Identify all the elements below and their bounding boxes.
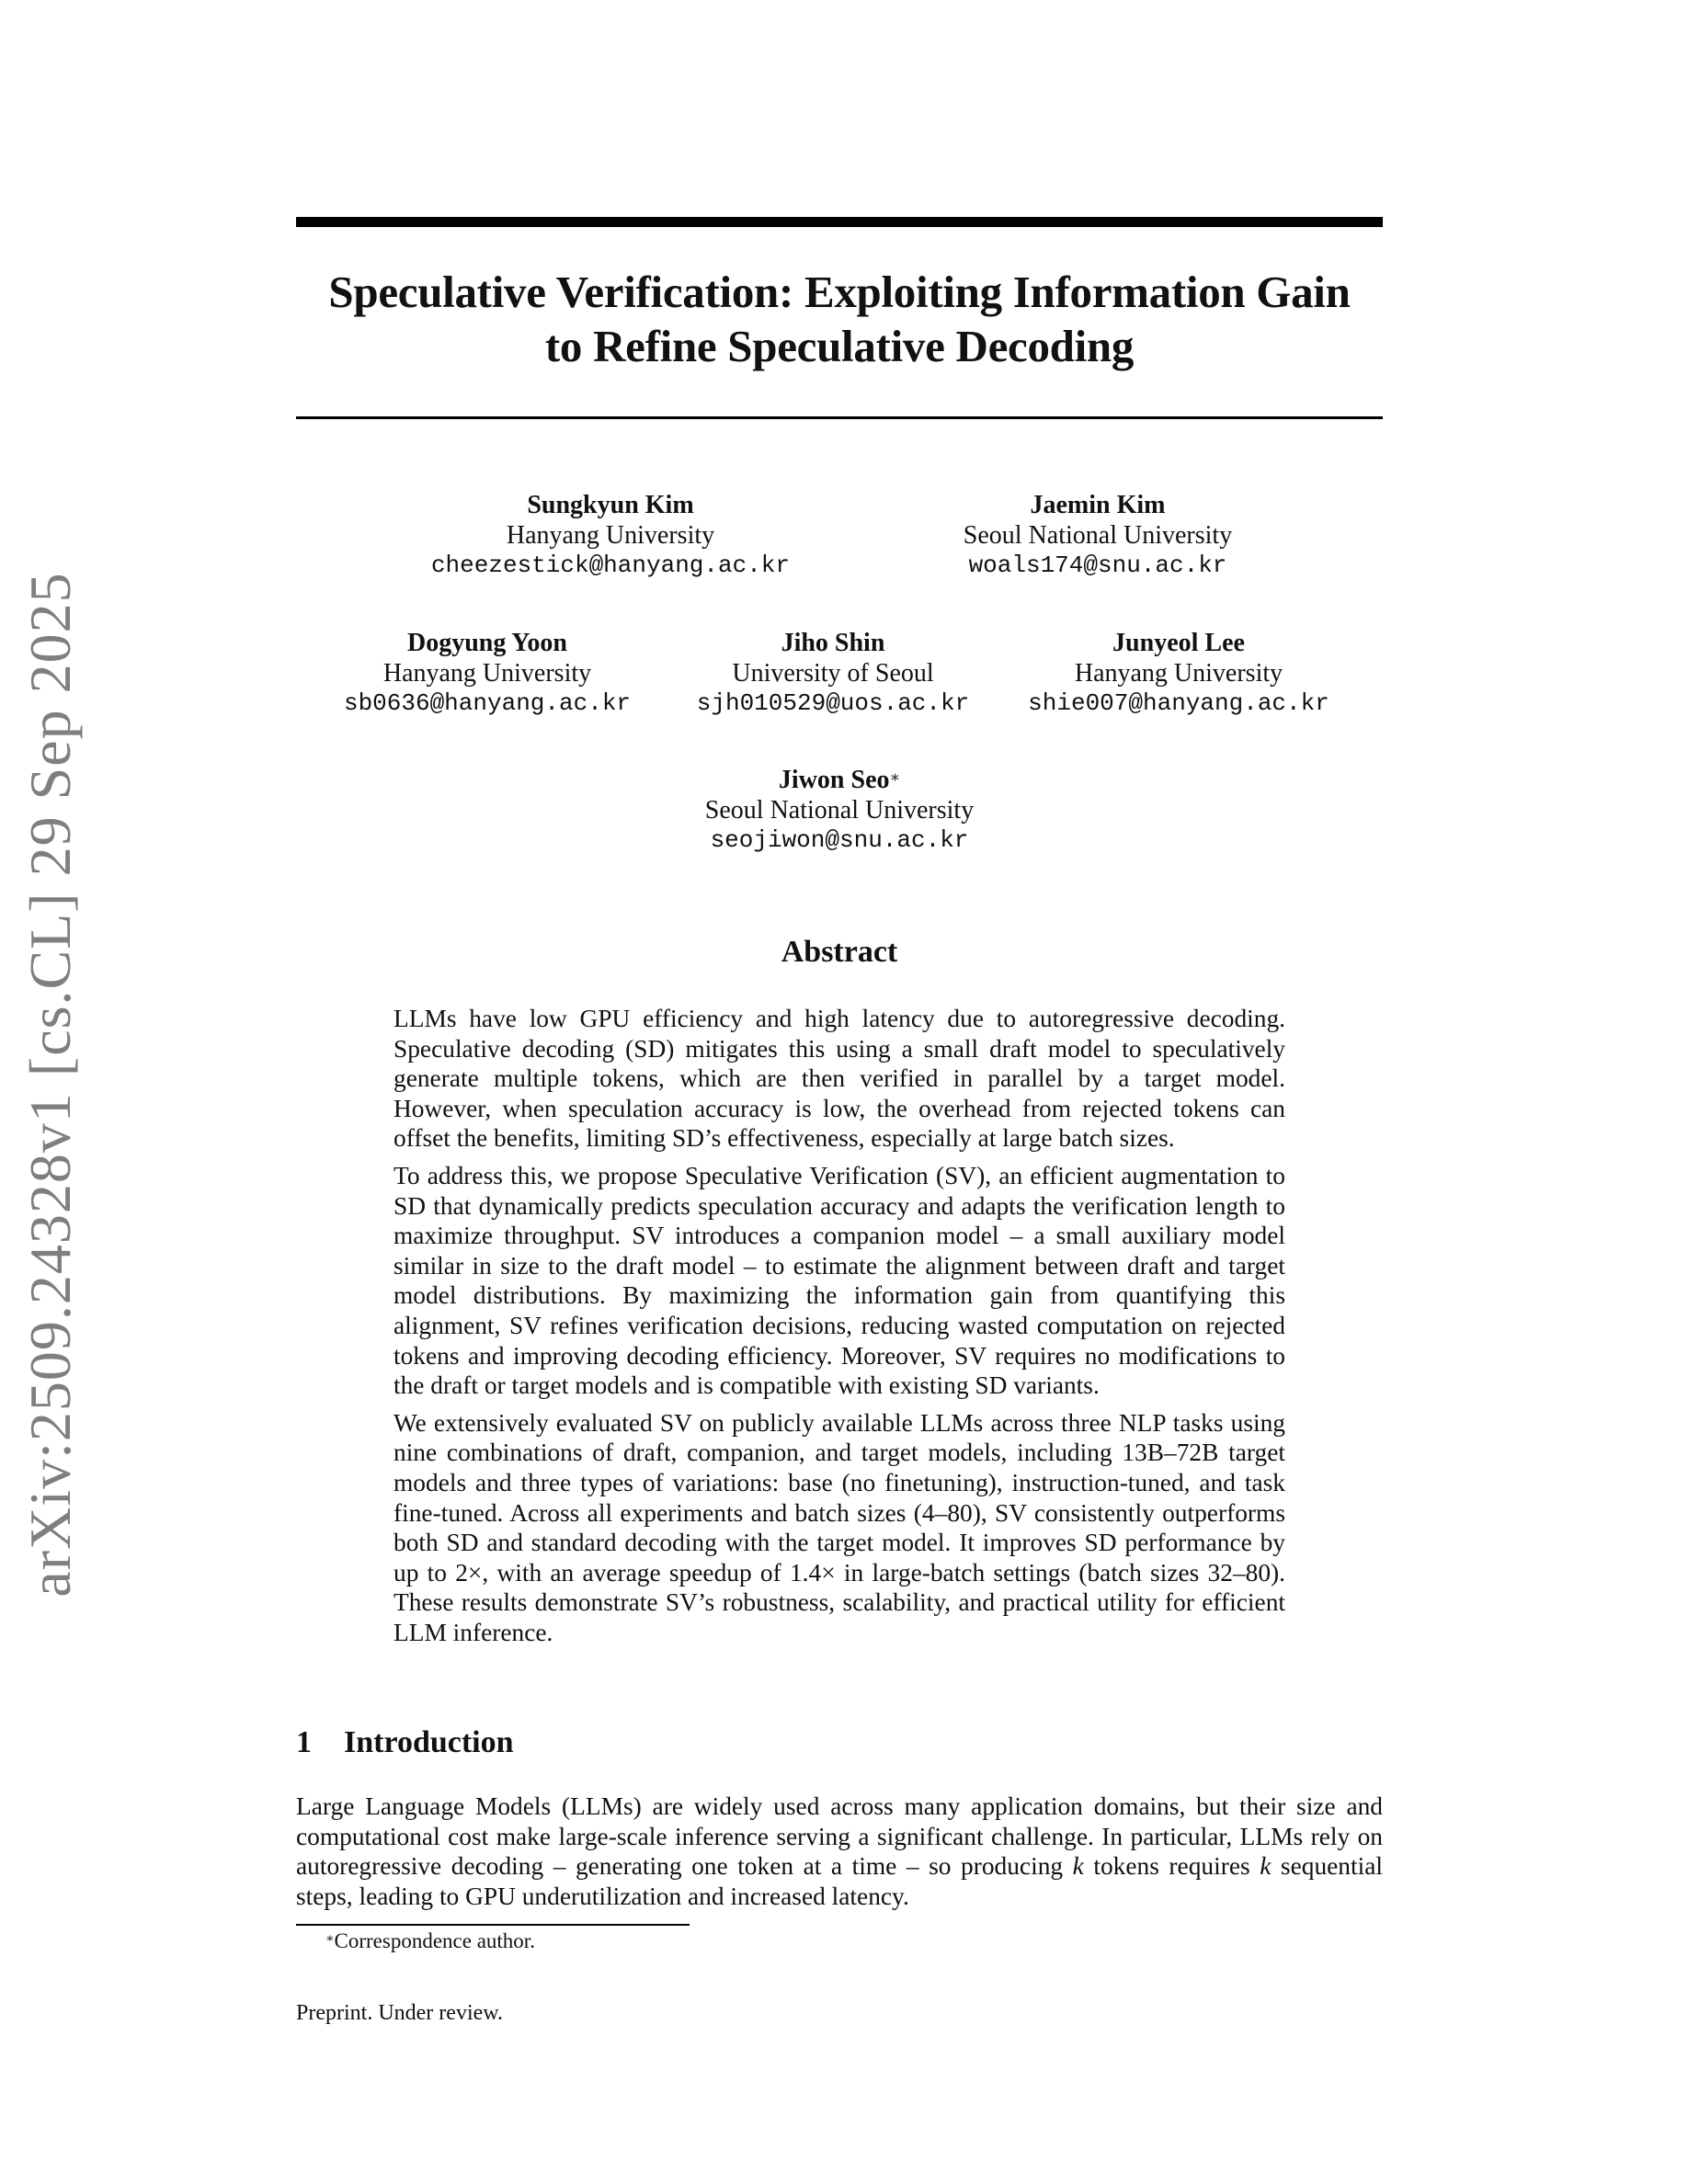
- author-email[interactable]: cheezestick@hanyang.ac.kr: [430, 552, 791, 579]
- math-variable-k: k: [1260, 1852, 1272, 1881]
- footnote-mark: ∗: [325, 1932, 335, 1946]
- author-block: [427, 490, 794, 581]
- title-line-1: Speculative Verification: Exploiting Information Gain: [328, 267, 1351, 317]
- introduction-paragraph: [296, 1792, 1383, 1911]
- intro-text: Large Language Models (LLMs) are widely used across many application domains, but their size and computational cost make large-scale inference serving a significant challenge. In particular, LLMs rely on autoregressive decoding – generating one token at a time – so producing: [296, 1792, 1383, 1881]
- abstract-paragraph: LLMs have low GPU efficiency and high latency due to autoregressive decoding. Speculative decoding (SD) mitigates this using a small draft model to speculatively generate multiple tokens, which are then verified in parallel by a target model. However, when speculation accuracy is low, the overhead from rejected tokens can offset the benefits, limiting SD’s effectiveness, especially at large batch sizes.: [393, 1005, 1285, 1153]
- author-block: [649, 628, 1017, 719]
- author-email[interactable]: sjh010529@uos.ac.kr: [696, 689, 970, 717]
- title-bottom-rule: [296, 416, 1383, 419]
- abstract-paragraph: We extensively evaluated SV on publicly available LLMs across three NLP tasks using nine combinations of draft, companion, and target models, including 13B–72B target models and three types of variations: base (no finetuning), instruction-tuned, and task fine-tuned. Across all experiments and batch sizes (4–80), SV consistently outperforms both SD and standard decoding with the target model. It improves SD performance by up to 2×, with an average speedup of 1.4× in large-batch settings (batch sizes 32–80). These results demonstrate SV’s robustness, scalability, and practical utility for efficient LLM inference.: [393, 1408, 1285, 1646]
- author-name: Jaemin Kim: [1030, 491, 1166, 519]
- footnote-rule: [296, 1924, 690, 1926]
- intro-text: tokens requires: [1083, 1852, 1260, 1881]
- author-name: Jiho Shin: [781, 629, 885, 657]
- author-name: Dogyung Yoon: [406, 629, 567, 657]
- author-name-corresponding: [656, 765, 1023, 795]
- abstract-body: [393, 1004, 1285, 1655]
- author-block: [914, 490, 1282, 581]
- title-top-rule: [296, 217, 1383, 227]
- footnote-text: Correspondence author.: [334, 1929, 535, 1952]
- author-email[interactable]: woals174@snu.ac.kr: [968, 552, 1227, 579]
- footnote: [325, 1928, 535, 1955]
- author-affiliation: Hanyang University: [382, 659, 592, 688]
- author-email[interactable]: seojiwon@snu.ac.kr: [710, 826, 969, 854]
- intro-text: sequential steps, leading to GPU underutilization and increased latency.: [296, 1852, 1383, 1910]
- author-affiliation: Hanyang University: [1074, 659, 1283, 688]
- author-block: [656, 765, 1023, 856]
- author-name: Sungkyun Kim: [527, 491, 694, 519]
- section-title: Introduction: [344, 1725, 514, 1759]
- author-email[interactable]: shie007@hanyang.ac.kr: [1028, 689, 1329, 717]
- section-number: 1: [296, 1725, 312, 1759]
- author-name: Jiwon Seo: [778, 766, 890, 794]
- corresponding-author-mark[interactable]: ∗: [889, 768, 901, 786]
- abstract-heading: Abstract: [781, 935, 898, 969]
- author-affiliation: Seoul National University: [704, 796, 975, 825]
- title-line-2: to Refine Speculative Decoding: [544, 321, 1135, 371]
- author-block: [303, 628, 671, 719]
- preprint-notice: Preprint. Under review.: [296, 2001, 504, 2025]
- arxiv-identifier: arXiv:2509.24328v1 [cs.CL] 29 Sep 2025: [17, 572, 83, 1598]
- author-affiliation: Hanyang University: [506, 521, 715, 550]
- section-heading: [296, 1724, 514, 1761]
- math-variable-k: k: [1072, 1852, 1084, 1881]
- author-name: Junyeol Lee: [1112, 629, 1245, 657]
- abstract-paragraph: To address this, we propose Speculative Verification (SV), an efficient augmentation to SD that dynamically predicts speculation accuracy and adapts the verification length to maximize throughput. SV introduces a companion model – a small auxiliary model similar in size to the draft model – to estimate the alignment between draft and target model distributions. By maximizing the information gain from quantifying this alignment, SV refines verification decisions, reducing wasted computation on rejected tokens and improving decoding efficiency. Moreover, SV requires no modifications to the draft or target models and is compatible with existing SD variants.: [393, 1161, 1285, 1400]
- author-affiliation: Seoul National University: [963, 521, 1233, 550]
- author-email[interactable]: sb0636@hanyang.ac.kr: [343, 689, 632, 717]
- author-affiliation: University of Seoul: [732, 659, 934, 688]
- author-block: [995, 628, 1363, 719]
- paper-title: [296, 265, 1383, 373]
